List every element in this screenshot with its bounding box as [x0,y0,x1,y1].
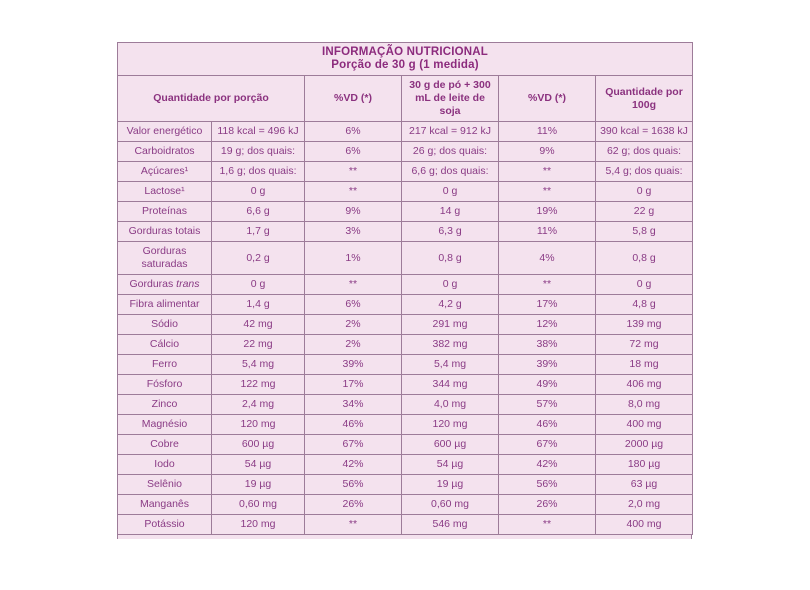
soy-milk-cell: 6,3 g [402,222,499,242]
soy-milk-cell: 217 kcal = 912 kJ [402,122,499,142]
vd-portion-cell: 6% [305,295,402,315]
soy-milk-cell: 291 mg [402,315,499,335]
nutrient-name-cell: Açúcares¹ [118,162,212,182]
nutrient-name-cell: Cobre [118,435,212,455]
vd-soy-milk-cell: 12% [499,315,596,335]
per-100g-cell: 5,8 g [596,222,693,242]
vd-soy-milk-cell: 56% [499,475,596,495]
vd-soy-milk-cell: 39% [499,355,596,375]
per-portion-cell: 0 g [212,275,305,295]
vd-portion-cell: ** [305,275,402,295]
table-row [118,415,693,435]
nutrient-name-cell: Carboidratos [118,142,212,162]
soy-milk-cell: 14 g [402,202,499,222]
per-100g-cell: 5,4 g; dos quais: [596,162,693,182]
nutrient-name-cell: Ferro [118,355,212,375]
table-row [118,142,693,162]
table-row [118,355,693,375]
soy-milk-cell: 600 µg [402,435,499,455]
vd-soy-milk-cell: 38% [499,335,596,355]
table-row [118,202,693,222]
vd-soy-milk-cell: 17% [499,295,596,315]
vd-soy-milk-cell: 42% [499,455,596,475]
per-100g-cell: 4,8 g [596,295,693,315]
per-portion-cell: 120 mg [212,515,305,535]
vd-portion-cell: 9% [305,202,402,222]
vd-soy-milk-cell: 4% [499,242,596,275]
per-100g-cell: 72 mg [596,335,693,355]
column-header-soy-milk: 30 g de pó + 300 mL de leite de soja [402,76,499,122]
table-row [118,122,693,142]
vd-soy-milk-cell: ** [499,182,596,202]
vd-portion-cell: 6% [305,142,402,162]
vd-soy-milk-cell: 9% [499,142,596,162]
vd-soy-milk-cell: 26% [499,495,596,515]
per-portion-cell: 19 µg [212,475,305,495]
vd-portion-cell: ** [305,515,402,535]
per-100g-cell: 22 g [596,202,693,222]
table-title: INFORMAÇÃO NUTRICIONAL [322,46,489,58]
column-header-vd-soy-milk: %VD (*) [499,76,596,122]
nutrient-name-cell: Potássio [118,515,212,535]
per-portion-cell: 1,4 g [212,295,305,315]
vd-portion-cell: 46% [305,415,402,435]
soy-milk-cell: 5,4 mg [402,355,499,375]
table-row [118,162,693,182]
vd-soy-milk-cell: 11% [499,122,596,142]
vd-portion-cell: 6% [305,122,402,142]
per-portion-cell: 5,4 mg [212,355,305,375]
per-portion-cell: 42 mg [212,315,305,335]
vd-portion-cell: 3% [305,222,402,242]
per-portion-cell: 122 mg [212,375,305,395]
table-title-cell [118,43,693,76]
soy-milk-cell: 6,6 g; dos quais: [402,162,499,182]
table-row [118,335,693,355]
per-100g-cell: 18 mg [596,355,693,375]
nutrient-name-cell: Zinco [118,395,212,415]
vd-soy-milk-cell: 57% [499,395,596,415]
vd-portion-cell: 2% [305,335,402,355]
vd-soy-milk-cell: 67% [499,435,596,455]
per-100g-cell: 62 g; dos quais: [596,142,693,162]
per-100g-cell: 8,0 mg [596,395,693,415]
per-100g-cell: 400 mg [596,415,693,435]
per-100g-cell: 0,8 g [596,242,693,275]
soy-milk-cell: 26 g; dos quais: [402,142,499,162]
soy-milk-cell: 19 µg [402,475,499,495]
nutrition-facts-table [117,42,693,539]
column-header-per-100g: Quantidade por 100g [596,76,693,122]
per-100g-cell: 180 µg [596,455,693,475]
table-row [118,455,693,475]
table-subtitle: Porção de 30 g (1 medida) [331,59,479,71]
nutrient-name-cell: Sódio [118,315,212,335]
nutrient-name-cell: Cálcio [118,335,212,355]
per-portion-cell: 118 kcal = 496 kJ [212,122,305,142]
vd-portion-cell: ** [305,182,402,202]
vd-soy-milk-cell: 46% [499,415,596,435]
column-header-vd-portion: %VD (*) [305,76,402,122]
table-row [118,295,693,315]
table-row [118,475,693,495]
table-row [118,395,693,415]
per-portion-cell: 22 mg [212,335,305,355]
nutrient-name-cell: Iodo [118,455,212,475]
vd-portion-cell: 39% [305,355,402,375]
table-row [118,435,693,455]
soy-milk-cell: 0 g [402,275,499,295]
per-portion-cell: 6,6 g [212,202,305,222]
soy-milk-cell: 344 mg [402,375,499,395]
vd-soy-milk-cell: 19% [499,202,596,222]
soy-milk-cell: 382 mg [402,335,499,355]
vd-soy-milk-cell: 49% [499,375,596,395]
per-100g-cell: 400 mg [596,515,693,535]
soy-milk-cell: 54 µg [402,455,499,475]
table-row [118,182,693,202]
soy-milk-cell: 546 mg [402,515,499,535]
column-header-row [118,76,693,122]
per-portion-cell: 0,60 mg [212,495,305,515]
vd-portion-cell: 42% [305,455,402,475]
nutrient-name-cell: Fósforo [118,375,212,395]
vd-portion-cell: 67% [305,435,402,455]
per-portion-cell: 0 g [212,182,305,202]
title-row [118,43,693,76]
vd-soy-milk-cell: ** [499,275,596,295]
soy-milk-cell: 0 g [402,182,499,202]
table-row [118,275,693,295]
per-portion-cell: 19 g; dos quais: [212,142,305,162]
vd-portion-cell: 26% [305,495,402,515]
nutrient-name-cell: Selênio [118,475,212,495]
table-row [118,515,693,535]
nutrient-name-cell: Gorduras trans [118,275,212,295]
table-cutoff-strip [117,535,692,539]
per-portion-cell: 54 µg [212,455,305,475]
per-portion-cell: 120 mg [212,415,305,435]
per-100g-cell: 139 mg [596,315,693,335]
nutrient-name-cell: Fibra alimentar [118,295,212,315]
vd-soy-milk-cell: ** [499,515,596,535]
soy-milk-cell: 4,2 g [402,295,499,315]
soy-milk-cell: 120 mg [402,415,499,435]
table-row [118,242,693,275]
vd-portion-cell: ** [305,162,402,182]
vd-portion-cell: 34% [305,395,402,415]
nutrient-name-cell: Valor energético [118,122,212,142]
per-100g-cell: 2,0 mg [596,495,693,515]
nutrient-name-cell: Gorduras totais [118,222,212,242]
per-100g-cell: 63 µg [596,475,693,495]
per-100g-cell: 406 mg [596,375,693,395]
table-row [118,375,693,395]
vd-portion-cell: 1% [305,242,402,275]
column-header-per-portion: Quantidade por porção [118,76,305,122]
soy-milk-cell: 0,60 mg [402,495,499,515]
nutrition-table [117,42,693,535]
vd-soy-milk-cell: ** [499,162,596,182]
table-row [118,315,693,335]
table-row [118,222,693,242]
per-portion-cell: 1,7 g [212,222,305,242]
vd-soy-milk-cell: 11% [499,222,596,242]
per-100g-cell: 0 g [596,182,693,202]
soy-milk-cell: 4,0 mg [402,395,499,415]
nutrient-name-cell: Magnésio [118,415,212,435]
nutrient-name-cell: Proteínas [118,202,212,222]
vd-portion-cell: 17% [305,375,402,395]
per-portion-cell: 2,4 mg [212,395,305,415]
per-100g-cell: 390 kcal = 1638 kJ [596,122,693,142]
nutrient-name-cell: Gorduras saturadas [118,242,212,275]
table-row [118,495,693,515]
nutrient-name-cell: Lactose¹ [118,182,212,202]
per-100g-cell: 0 g [596,275,693,295]
per-100g-cell: 2000 µg [596,435,693,455]
nutrient-name-cell: Manganês [118,495,212,515]
per-portion-cell: 1,6 g; dos quais: [212,162,305,182]
vd-portion-cell: 56% [305,475,402,495]
per-portion-cell: 600 µg [212,435,305,455]
per-portion-cell: 0,2 g [212,242,305,275]
soy-milk-cell: 0,8 g [402,242,499,275]
vd-portion-cell: 2% [305,315,402,335]
